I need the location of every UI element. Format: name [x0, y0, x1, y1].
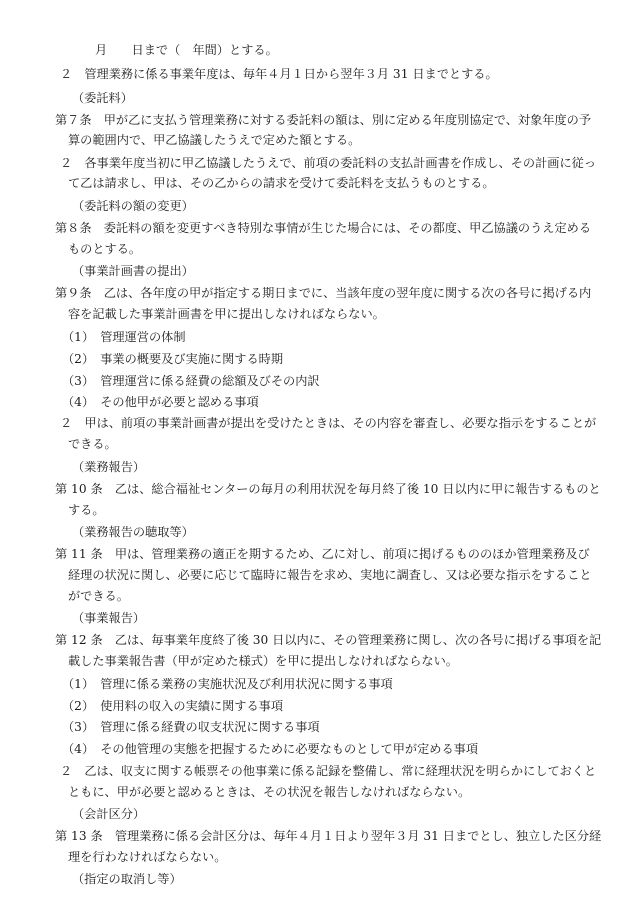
text-line: ものとする。	[68, 242, 142, 256]
text-line: できる。	[68, 437, 117, 451]
text-line: ２ 甲は、前項の事業計画書が提出を受けたときは、その内容を審査し、必要な指示をすることが	[60, 416, 597, 430]
text-line: ２ 乙は、収支に関する帳票その他事業に係る記録を整備し、常に経理状況を明らかにしておくと	[60, 764, 597, 778]
list-item: （3） 管理に係る経費の収支状況に関する事項	[62, 720, 320, 734]
section-heading: （会計区分）	[72, 807, 146, 821]
text-line: する。	[68, 503, 105, 517]
text-line: ２ 各事業年度当初に甲乙協議したうえで、前項の委託料の支払計画書を作成し、その計画に従っ	[60, 156, 597, 170]
text-line: 経理の状況に関し、必要に応じて臨時に報告を求め、実地に調査し、又は必要な指示をすること	[68, 568, 592, 582]
text-line: 第 10 条 乙は、総合福祉センターの毎月の利用状況を毎月終了後 10 日以内に甲に報告するものと	[55, 482, 601, 496]
list-item: （2） 使用料の収入の実績に関する事項	[62, 699, 284, 713]
text-line: 算の範囲内で、甲乙協議したうえで定めた額とする。	[68, 133, 361, 147]
text-line: 第８条 委託料の額を変更すべき特別な事情が生じた場合には、その都度、甲乙協議のうえ定める	[55, 221, 592, 235]
list-item: （1） 管理に係る業務の実施状況及び利用状況に関する事項	[62, 677, 393, 691]
section-heading: （事業報告）	[72, 611, 146, 625]
text-line: ２ 管理業務に係る事業年度は、毎年４月１日から翌年３月 31 日までとする。	[60, 67, 498, 81]
section-heading: （業務報告）	[72, 460, 146, 474]
list-item: （3） 管理運営に係る経費の総額及びその内訳	[62, 374, 320, 388]
list-item: （1） 管理運営の体制	[62, 330, 186, 344]
list-item: （2） 事業の概要及び実施に関する時期	[62, 352, 284, 366]
text-line: ともに、甲が必要と認めるときは、その状況を報告しなければならない。	[68, 785, 471, 799]
text-line: 容を記載した事業計画書を甲に提出しなければならない。	[68, 307, 385, 321]
section-heading: （指定の取消し等）	[72, 872, 182, 886]
text-line: 理を行わなければならない。	[68, 850, 227, 864]
text-line: 第 11 条 甲は、管理業務の適正を期するため、乙に対し、前項に掲げるもののほか管理業務及び	[55, 547, 590, 561]
text-line: 第 12 条 乙は、毎事業年度終了後 30 日以内に、その管理業務に関し、次の各号に掲げる事項を記	[55, 633, 602, 647]
section-heading: （委託料の額の変更）	[72, 199, 194, 213]
list-item: （4） その他管理の実態を把握するために必要なものとして甲が定める事項	[62, 742, 479, 756]
text-line: 載した事業報告書（甲が定めた様式）を甲に提出しなければならない。	[68, 654, 458, 668]
text-line: 第９条 乙は、各年度の甲が指定する期日までに、当該年度の翌年度に関する次の各号に掲げる内	[55, 286, 592, 300]
text-line: 第 13 条 管理業務に係る会計区分は、毎年４月１日より翌年３月 31 日までとし、独立した区分経	[55, 829, 602, 843]
list-item: （4） その他甲が必要と認める事項	[62, 395, 259, 409]
text-line: ができる。	[68, 589, 129, 603]
text-line: 第７条 甲が乙に支払う管理業務に対する委託料の額は、別に定める年度別協定で、対象年度の予	[55, 113, 592, 127]
text-line: 月 日まで（ 年間）とする。	[95, 43, 278, 57]
section-heading: （委託料）	[72, 91, 133, 105]
text-line: て乙は請求し、甲は、その乙からの請求を受けて委託料を支払うものとする。	[68, 176, 495, 190]
section-heading: （業務報告の聴取等）	[72, 525, 194, 539]
section-heading: （事業計画書の提出）	[72, 264, 194, 278]
